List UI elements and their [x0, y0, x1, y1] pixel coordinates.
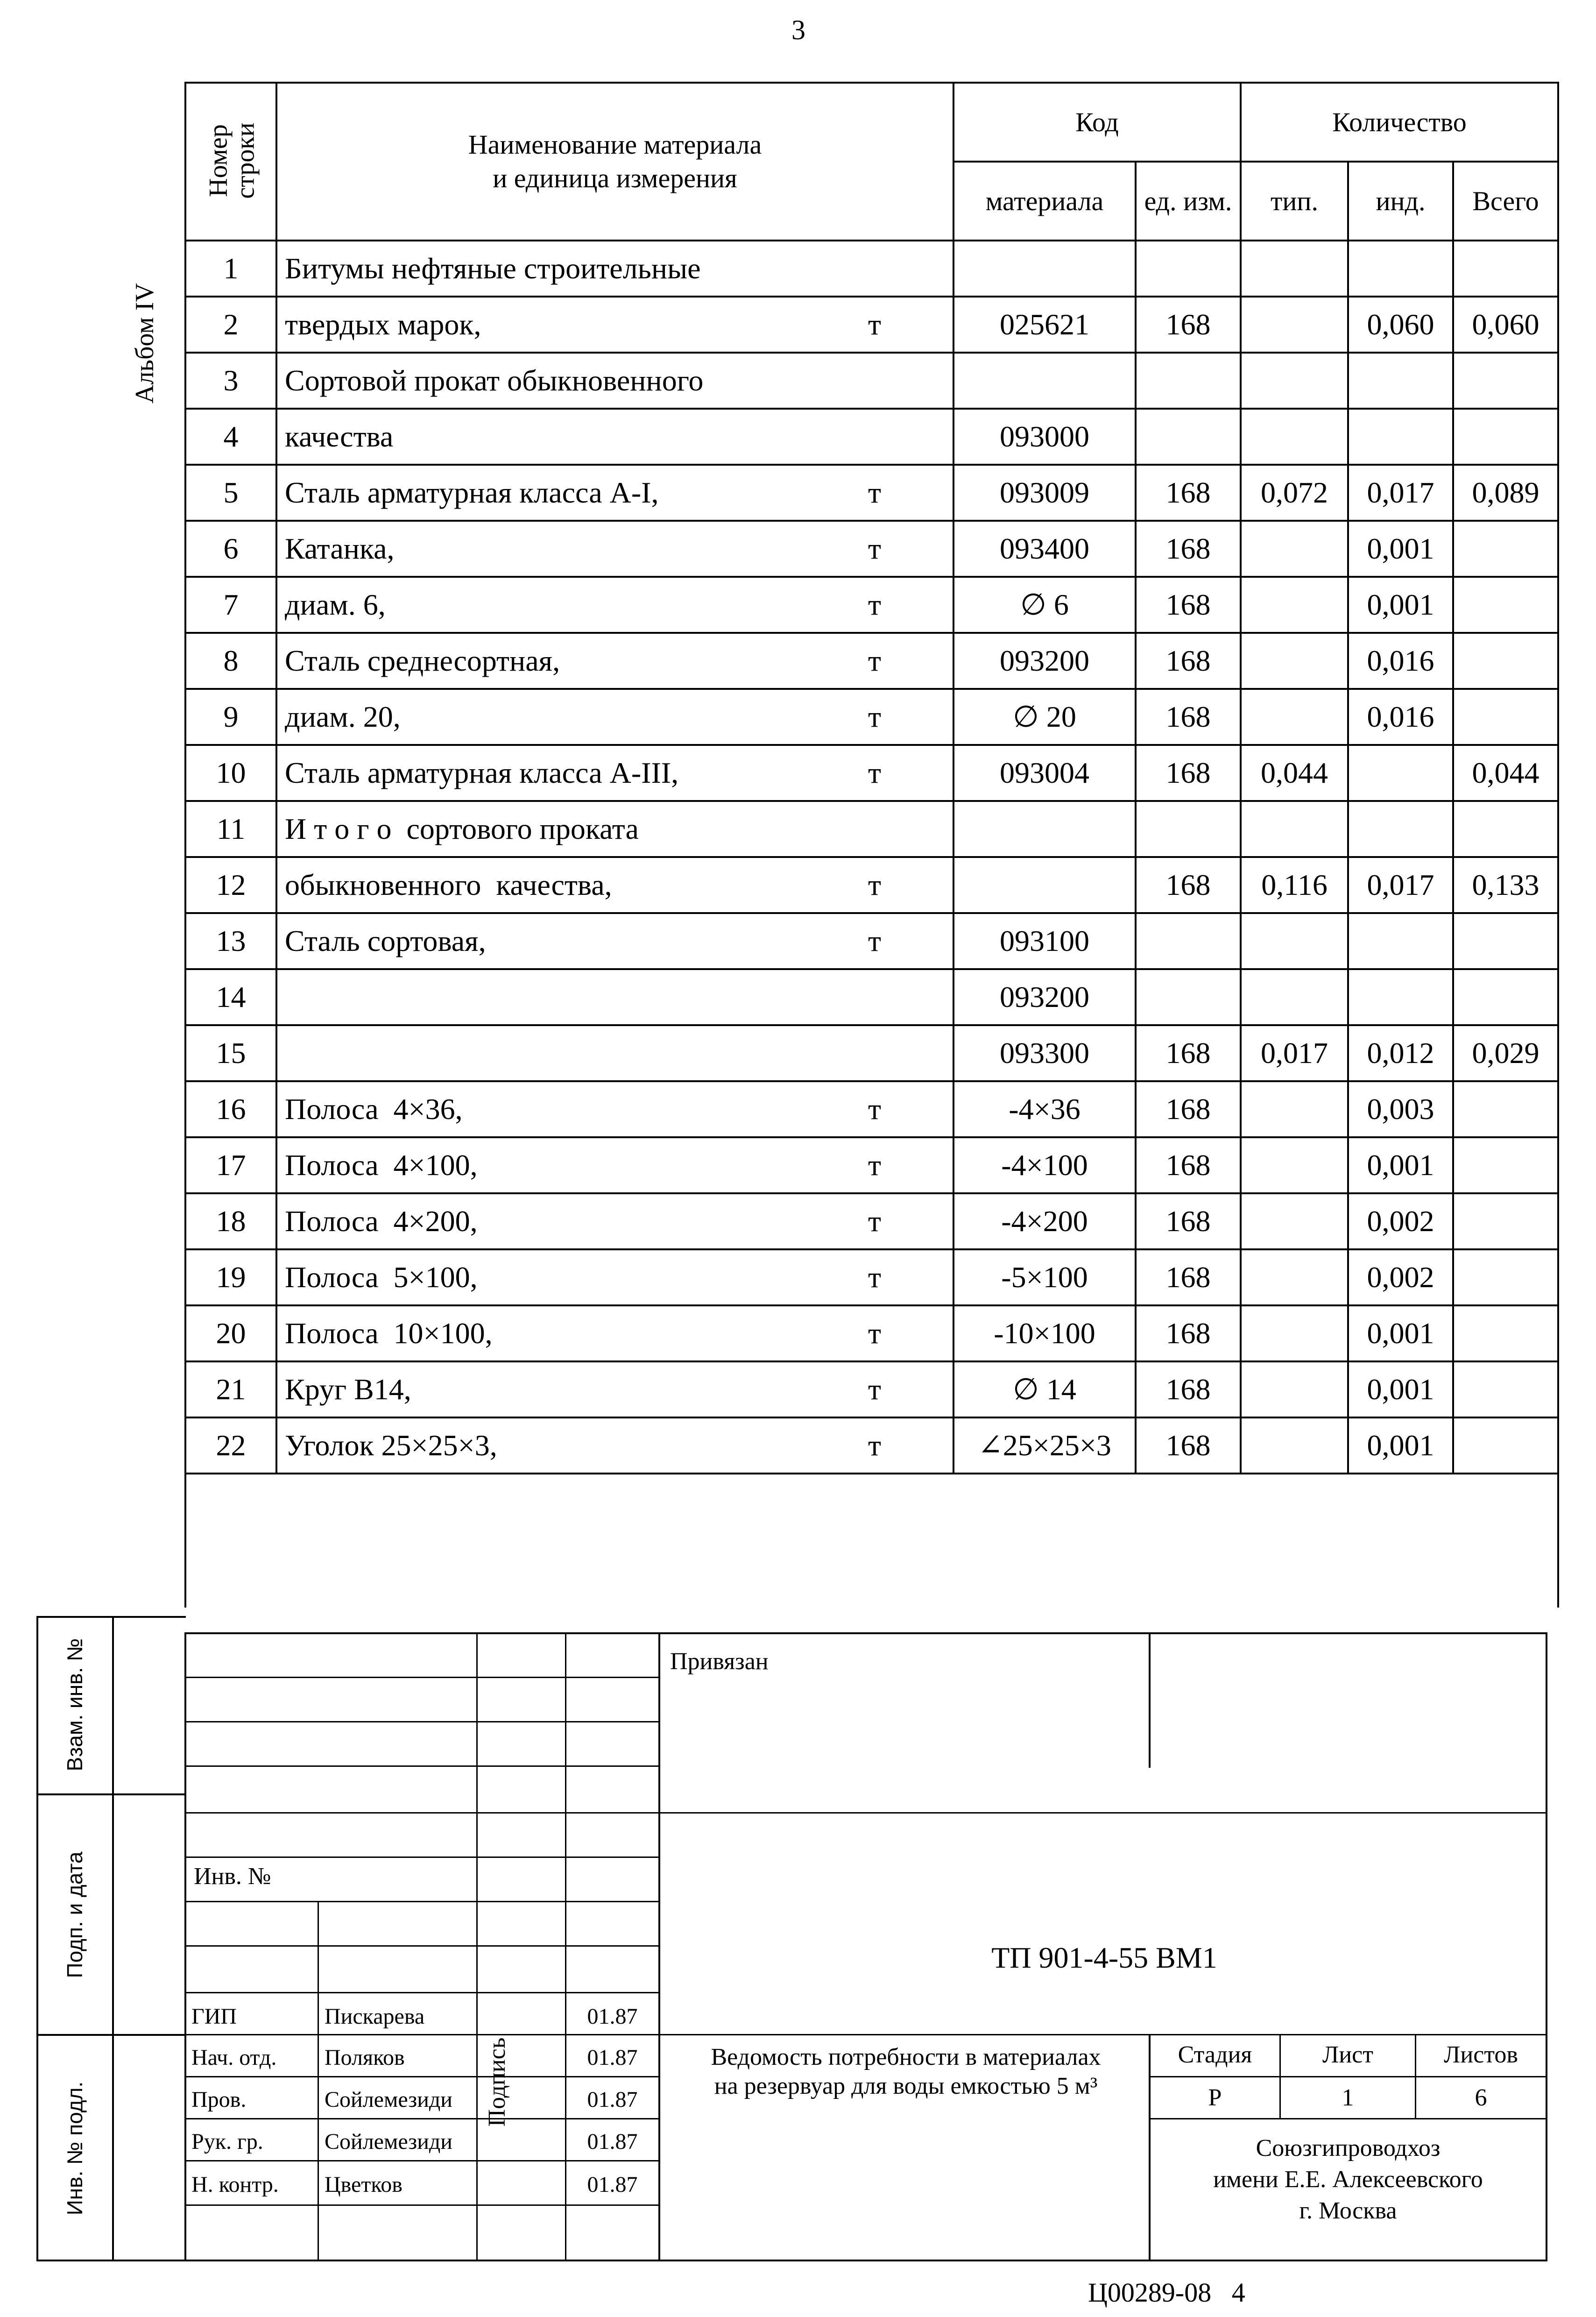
stage-value: Р	[1208, 2084, 1222, 2111]
qty-ind: 0,017	[1348, 857, 1453, 913]
row-number: 3	[185, 353, 276, 409]
unit-code: 168	[1136, 577, 1241, 633]
qty-typ	[1241, 521, 1348, 577]
qty-ind	[1348, 801, 1453, 857]
qty-ind: 0,002	[1348, 1193, 1453, 1249]
material-name	[276, 465, 953, 521]
table-row	[185, 969, 1558, 1025]
material-name-text: Сталь сортовая,	[285, 924, 486, 957]
material-name	[276, 353, 953, 409]
table-row	[185, 1081, 1558, 1137]
qty-total	[1453, 1417, 1558, 1474]
qty-total	[1453, 241, 1558, 297]
staff-date: 01.87	[587, 2045, 638, 2070]
qty-total	[1453, 1305, 1558, 1361]
material-name-text: диам. 20,	[285, 700, 401, 733]
qty-ind: 0,017	[1348, 465, 1453, 521]
row-number: 12	[185, 857, 276, 913]
staff-date: 01.87	[587, 2172, 638, 2197]
qty-ind: 0,001	[1348, 1417, 1453, 1474]
side-podp-data: Подп. и дата	[63, 1851, 87, 1978]
qty-total: 0,133	[1453, 857, 1558, 913]
qty-typ	[1241, 1137, 1348, 1193]
qty-typ	[1241, 1305, 1348, 1361]
privyazan-label: Привязан	[670, 1648, 769, 1675]
qty-ind	[1348, 913, 1453, 969]
row-number: 8	[185, 633, 276, 689]
qty-typ	[1241, 969, 1348, 1025]
material-name-text: Полоса 5×100,	[285, 1261, 478, 1294]
material-name	[276, 1249, 953, 1305]
material-name-text: твердых марок,	[285, 308, 481, 341]
header-code-material: материала	[953, 162, 1136, 241]
qty-ind	[1348, 409, 1453, 465]
side-vzam-inv: Взам. инв. №	[63, 1638, 87, 1771]
row-number: 13	[185, 913, 276, 969]
header-row-number: Номер строки	[185, 83, 276, 241]
row-number: 14	[185, 969, 276, 1025]
material-name	[276, 689, 953, 745]
unit-code: 168	[1136, 521, 1241, 577]
material-code: 093100	[953, 913, 1136, 969]
qty-total	[1453, 1249, 1558, 1305]
unit-text: т	[868, 1317, 881, 1350]
unit-code	[1136, 353, 1241, 409]
unit-code: 168	[1136, 465, 1241, 521]
qty-ind: 0,001	[1348, 577, 1453, 633]
material-name	[276, 1137, 953, 1193]
qty-total	[1453, 1361, 1558, 1417]
unit-code	[1136, 969, 1241, 1025]
row-number: 20	[185, 1305, 276, 1361]
unit-code	[1136, 241, 1241, 297]
qty-typ	[1241, 297, 1348, 353]
page-number: 3	[791, 14, 805, 45]
qty-total	[1453, 409, 1558, 465]
unit-code: 168	[1136, 1249, 1241, 1305]
material-name	[276, 1305, 953, 1361]
qty-total	[1453, 521, 1558, 577]
qty-total	[1453, 1193, 1558, 1249]
org-line-2: имени Е.Е. Алексеевского	[1213, 2166, 1483, 2193]
material-name-text: Полоса 4×100,	[285, 1148, 478, 1182]
row-number: 5	[185, 465, 276, 521]
unit-text: т	[868, 588, 881, 621]
qty-typ: 0,017	[1241, 1025, 1348, 1081]
material-code: -4×36	[953, 1081, 1136, 1137]
staff-role: Нач. отд.	[191, 2045, 277, 2070]
unit-text: т	[868, 1148, 881, 1182]
unit-code	[1136, 801, 1241, 857]
qty-total: 0,060	[1453, 297, 1558, 353]
side-inv-podl: Инв. № подл.	[63, 2081, 87, 2216]
qty-total	[1453, 353, 1558, 409]
material-name	[276, 633, 953, 689]
unit-text: т	[868, 1373, 881, 1406]
material-name-text: Сортовой прокат обыкновенного	[285, 364, 704, 397]
unit-code: 168	[1136, 633, 1241, 689]
table-row	[185, 297, 1558, 353]
doc-title-line-2: на резервуар для воды емкостью 5 м³	[714, 2073, 1098, 2099]
qty-ind	[1348, 241, 1453, 297]
unit-code: 168	[1136, 745, 1241, 801]
qty-typ	[1241, 1249, 1348, 1305]
header-qty-group: Количество	[1241, 83, 1558, 162]
header-code-unit: ед. изм.	[1136, 162, 1241, 241]
material-code: ∅ 20	[953, 689, 1136, 745]
header-name: Наименование материала и единица измерения	[276, 83, 953, 241]
unit-text: т	[868, 476, 881, 509]
material-code: -10×100	[953, 1305, 1136, 1361]
staff-role: Пров.	[191, 2087, 247, 2112]
table-row	[185, 1305, 1558, 1361]
table-row	[185, 1417, 1558, 1474]
staff-name: Цветков	[325, 2172, 403, 2197]
table-row	[185, 577, 1558, 633]
qty-ind: 0,016	[1348, 633, 1453, 689]
unit-text: т	[868, 1429, 881, 1462]
qty-ind: 0,001	[1348, 1305, 1453, 1361]
qty-typ	[1241, 353, 1348, 409]
material-code: 025621	[953, 297, 1136, 353]
material-name	[276, 577, 953, 633]
row-number: 6	[185, 521, 276, 577]
unit-text: т	[868, 868, 881, 901]
row-number: 21	[185, 1361, 276, 1417]
qty-typ	[1241, 913, 1348, 969]
table-row	[185, 353, 1558, 409]
table-row	[185, 689, 1558, 745]
qty-ind	[1348, 969, 1453, 1025]
table-row	[185, 1249, 1558, 1305]
unit-code: 168	[1136, 1193, 1241, 1249]
doc-title-line-1: Ведомость потребности в материалах	[711, 2044, 1101, 2070]
table-row	[185, 801, 1558, 857]
qty-typ	[1241, 801, 1348, 857]
material-code	[953, 241, 1136, 297]
row-number: 17	[185, 1137, 276, 1193]
material-name-text: Уголок 25×25×3,	[285, 1429, 497, 1462]
row-number: 1	[185, 241, 276, 297]
qty-typ	[1241, 689, 1348, 745]
stage-label: Стадия	[1178, 2041, 1252, 2068]
org-line-1: Союзгипроводхоз	[1256, 2135, 1441, 2161]
header-qty-ind: инд.	[1348, 162, 1453, 241]
table-row	[185, 1137, 1558, 1193]
material-code	[953, 801, 1136, 857]
staff-name: Поляков	[325, 2045, 405, 2070]
sheets-label: Листов	[1444, 2041, 1518, 2068]
table-row	[185, 1193, 1558, 1249]
qty-typ: 0,116	[1241, 857, 1348, 913]
unit-code: 168	[1136, 1417, 1241, 1474]
header-qty-typ: тип.	[1241, 162, 1348, 241]
material-name	[276, 969, 953, 1025]
material-name-text: качества	[285, 420, 394, 453]
staff-date: 01.87	[587, 2129, 638, 2154]
qty-ind: 0,012	[1348, 1025, 1453, 1081]
org-line-3: г. Москва	[1299, 2197, 1397, 2224]
row-number: 7	[185, 577, 276, 633]
material-name	[276, 1081, 953, 1137]
unit-text: т	[868, 1205, 881, 1238]
material-name	[276, 1417, 953, 1474]
header-code-group: Код	[953, 83, 1241, 162]
qty-ind	[1348, 353, 1453, 409]
unit-text: т	[868, 1092, 881, 1126]
material-name	[276, 857, 953, 913]
footer-code: Ц00289-08 4	[1088, 2277, 1245, 2308]
qty-typ	[1241, 577, 1348, 633]
unit-text: т	[868, 1261, 881, 1294]
material-code	[953, 857, 1136, 913]
staff-name: Сойлемезиди	[325, 2129, 452, 2154]
material-code: 093200	[953, 633, 1136, 689]
material-name-text: Сталь арматурная класса А-I,	[285, 476, 659, 509]
table-row	[185, 409, 1558, 465]
unit-text: т	[868, 308, 881, 341]
unit-code	[1136, 913, 1241, 969]
unit-code: 168	[1136, 1305, 1241, 1361]
material-name	[276, 409, 953, 465]
qty-total: 0,044	[1453, 745, 1558, 801]
material-name	[276, 913, 953, 969]
material-name	[276, 1361, 953, 1417]
qty-ind: 0,001	[1348, 1361, 1453, 1417]
material-name	[276, 297, 953, 353]
table-row	[185, 857, 1558, 913]
table-row	[185, 241, 1558, 297]
unit-code: 168	[1136, 297, 1241, 353]
qty-total	[1453, 577, 1558, 633]
table-row	[185, 1361, 1558, 1417]
material-code: -4×200	[953, 1193, 1136, 1249]
table-row	[185, 1025, 1558, 1081]
material-code: 093004	[953, 745, 1136, 801]
row-number: 9	[185, 689, 276, 745]
material-code: 093000	[953, 409, 1136, 465]
material-name	[276, 1193, 953, 1249]
material-name-text: И т о г о сортового проката	[285, 812, 639, 845]
doc-code: ТП 901-4-55 ВМ1	[991, 1941, 1217, 1974]
qty-ind: 0,003	[1348, 1081, 1453, 1137]
material-name-text: Сталь среднесортная,	[285, 644, 560, 677]
material-code: ∠25×25×3	[953, 1417, 1136, 1474]
unit-code: 168	[1136, 689, 1241, 745]
qty-total	[1453, 689, 1558, 745]
qty-typ: 0,044	[1241, 745, 1348, 801]
staff-role: Н. контр.	[191, 2172, 279, 2197]
staff-role: Рук. гр.	[191, 2129, 263, 2154]
row-number: 2	[185, 297, 276, 353]
material-name-text: Полоса 4×36,	[285, 1092, 463, 1126]
material-code: 093200	[953, 969, 1136, 1025]
material-name	[276, 241, 953, 297]
unit-code: 168	[1136, 1137, 1241, 1193]
row-number: 16	[185, 1081, 276, 1137]
qty-ind	[1348, 745, 1453, 801]
material-name-text: обыкновенного качества,	[285, 868, 612, 901]
row-number: 22	[185, 1417, 276, 1474]
unit-code: 168	[1136, 1025, 1241, 1081]
material-code: ∅ 14	[953, 1361, 1136, 1417]
qty-typ	[1241, 241, 1348, 297]
qty-total: 0,029	[1453, 1025, 1558, 1081]
table-row	[185, 745, 1558, 801]
qty-ind: 0,016	[1348, 689, 1453, 745]
staff-role: ГИП	[191, 2004, 237, 2029]
staff-name: Сойлемезиди	[325, 2087, 452, 2112]
row-number: 11	[185, 801, 276, 857]
unit-code	[1136, 409, 1241, 465]
qty-typ	[1241, 409, 1348, 465]
unit-text: т	[868, 756, 881, 789]
material-code: ∅ 6	[953, 577, 1136, 633]
material-code: 093400	[953, 521, 1136, 577]
qty-typ: 0,072	[1241, 465, 1348, 521]
unit-text: т	[868, 700, 881, 733]
qty-typ	[1241, 1361, 1348, 1417]
material-name-text: Полоса 10×100,	[285, 1317, 493, 1350]
row-number: 15	[185, 1025, 276, 1081]
material-name-text: Битумы нефтяные строительные	[285, 252, 701, 285]
qty-ind: 0,001	[1348, 521, 1453, 577]
row-number: 19	[185, 1249, 276, 1305]
row-number: 18	[185, 1193, 276, 1249]
staff-name: Пискарева	[325, 2004, 425, 2029]
row-number: 4	[185, 409, 276, 465]
row-number: 10	[185, 745, 276, 801]
sheet-value: 1	[1342, 2084, 1354, 2111]
qty-typ	[1241, 1081, 1348, 1137]
unit-code: 168	[1136, 1081, 1241, 1137]
qty-total: 0,089	[1453, 465, 1558, 521]
qty-total	[1453, 1137, 1558, 1193]
material-code	[953, 353, 1136, 409]
table-row	[185, 633, 1558, 689]
materials-table	[184, 82, 1559, 1608]
material-name	[276, 521, 953, 577]
table-row	[185, 913, 1558, 969]
material-name	[276, 801, 953, 857]
material-name	[276, 745, 953, 801]
qty-total	[1453, 801, 1558, 857]
qty-ind: 0,002	[1348, 1249, 1453, 1305]
staff-date: 01.87	[587, 2087, 638, 2112]
material-code: -4×100	[953, 1137, 1136, 1193]
unit-code: 168	[1136, 1361, 1241, 1417]
material-name-text: Полоса 4×200,	[285, 1205, 478, 1238]
qty-typ	[1241, 1417, 1348, 1474]
unit-text: т	[868, 644, 881, 677]
unit-text: т	[868, 924, 881, 957]
header-qty-total: Всего	[1453, 162, 1558, 241]
material-code: 093300	[953, 1025, 1136, 1081]
material-name-text: Сталь арматурная класса А-III,	[285, 756, 679, 789]
qty-total	[1453, 969, 1558, 1025]
material-name-text: диам. 6,	[285, 588, 386, 621]
sheet-label: Лист	[1322, 2041, 1373, 2068]
material-name	[276, 1025, 953, 1081]
material-code: 093009	[953, 465, 1136, 521]
blank-area	[185, 1474, 1558, 1608]
qty-ind: 0,001	[1348, 1137, 1453, 1193]
material-name-text: Катанка,	[285, 532, 395, 565]
qty-total	[1453, 913, 1558, 969]
unit-text: т	[868, 532, 881, 565]
album-label: Альбом IV	[130, 283, 159, 404]
material-name-text: Круг В14,	[285, 1373, 411, 1406]
qty-total	[1453, 1081, 1558, 1137]
qty-typ	[1241, 1193, 1348, 1249]
qty-ind: 0,060	[1348, 297, 1453, 353]
signature-label: Подпись	[484, 2037, 510, 2127]
material-code: -5×100	[953, 1249, 1136, 1305]
table-row	[185, 465, 1558, 521]
inv-no-label: Инв. №	[194, 1863, 271, 1890]
sheets-value: 6	[1475, 2084, 1487, 2111]
staff-date: 01.87	[587, 2004, 638, 2029]
table-row	[185, 521, 1558, 577]
qty-typ	[1241, 633, 1348, 689]
qty-total	[1453, 633, 1558, 689]
unit-code: 168	[1136, 857, 1241, 913]
